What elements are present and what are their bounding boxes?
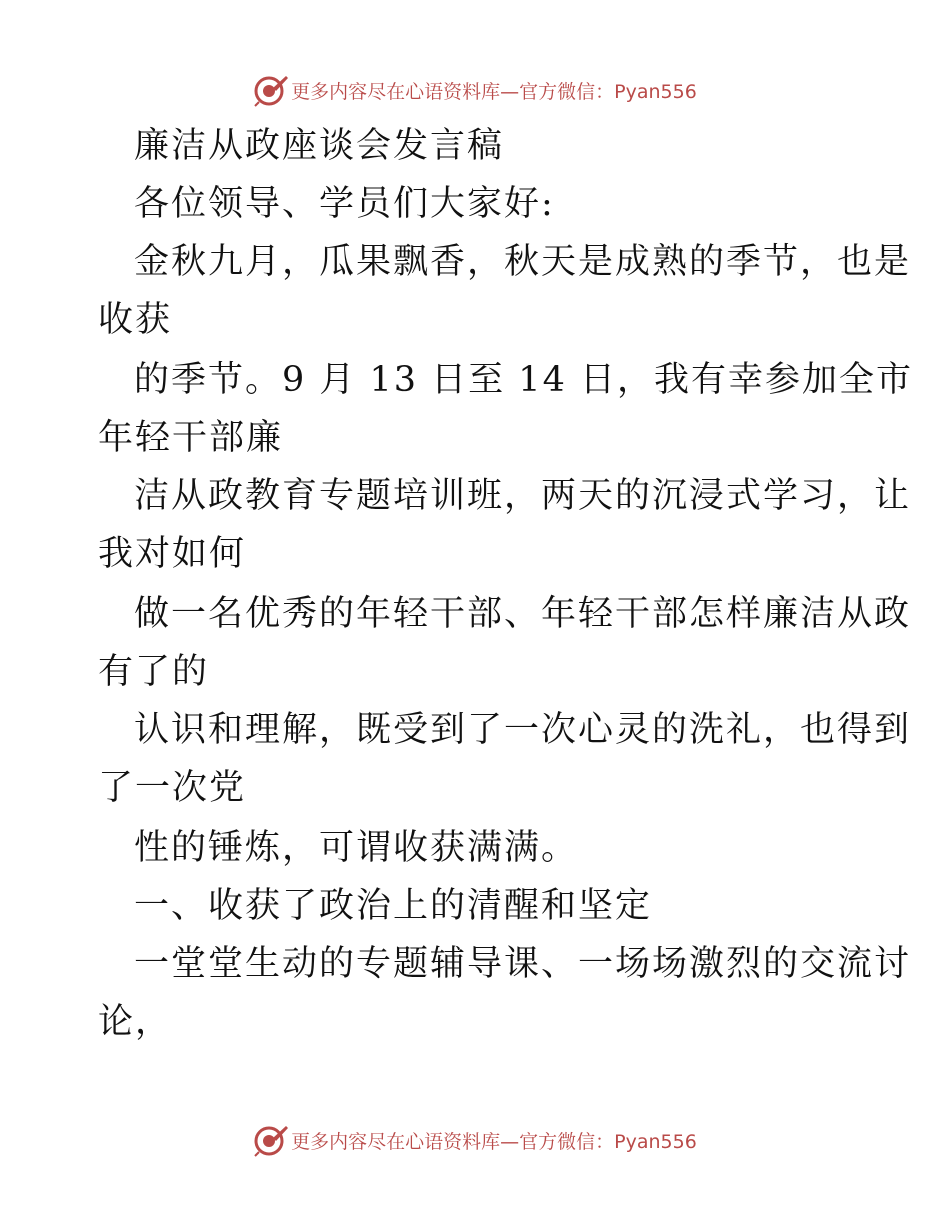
paragraph-line: 我对如何 — [98, 534, 247, 574]
paragraph-line: 一堂堂生动的专题辅导课、一场场激烈的交流讨 — [134, 944, 912, 984]
watermark-text: 更多内容尽在心语资料库—官方微信：Pyan556 — [291, 1130, 697, 1153]
watermark-text: 更多内容尽在心语资料库—官方微信：Pyan556 — [291, 80, 697, 103]
pen-circle-logo-icon — [253, 1122, 289, 1158]
paragraph-line: 论， — [98, 1002, 173, 1042]
document-title: 廉洁从政座谈会发言稿 — [134, 126, 505, 166]
pen-circle-logo-icon — [253, 72, 289, 108]
footer-watermark — [0, 1122, 950, 1158]
salutation: 各位领导、学员们大家好: — [134, 184, 555, 224]
paragraph-line: 年轻干部廉 — [98, 418, 284, 458]
paragraph-line: 了一次党 — [98, 768, 247, 808]
paragraph-line: 的季节。9 月 13 日至 14 日，我有幸参加全市 — [134, 360, 913, 400]
paragraph-line: 做一名优秀的年轻干部、年轻干部怎样廉洁从政 — [134, 594, 912, 634]
paragraph-line: 洁从政教育专题培训班，两天的沉浸式学习，让 — [134, 476, 912, 516]
paragraph-line: 有了的 — [98, 652, 210, 692]
paragraph-line: 认识和理解，既受到了一次心灵的洗礼，也得到 — [134, 710, 912, 750]
paragraph-line: 金秋九月，瓜果飘香，秋天是成熟的季节，也是 — [134, 242, 912, 282]
header-watermark — [0, 72, 950, 108]
paragraph-line: 性的锤炼，可谓收获满满。 — [134, 828, 579, 868]
section-heading: 一、收获了政治上的清醒和坚定 — [134, 886, 653, 926]
paragraph-line: 收获 — [98, 300, 173, 340]
